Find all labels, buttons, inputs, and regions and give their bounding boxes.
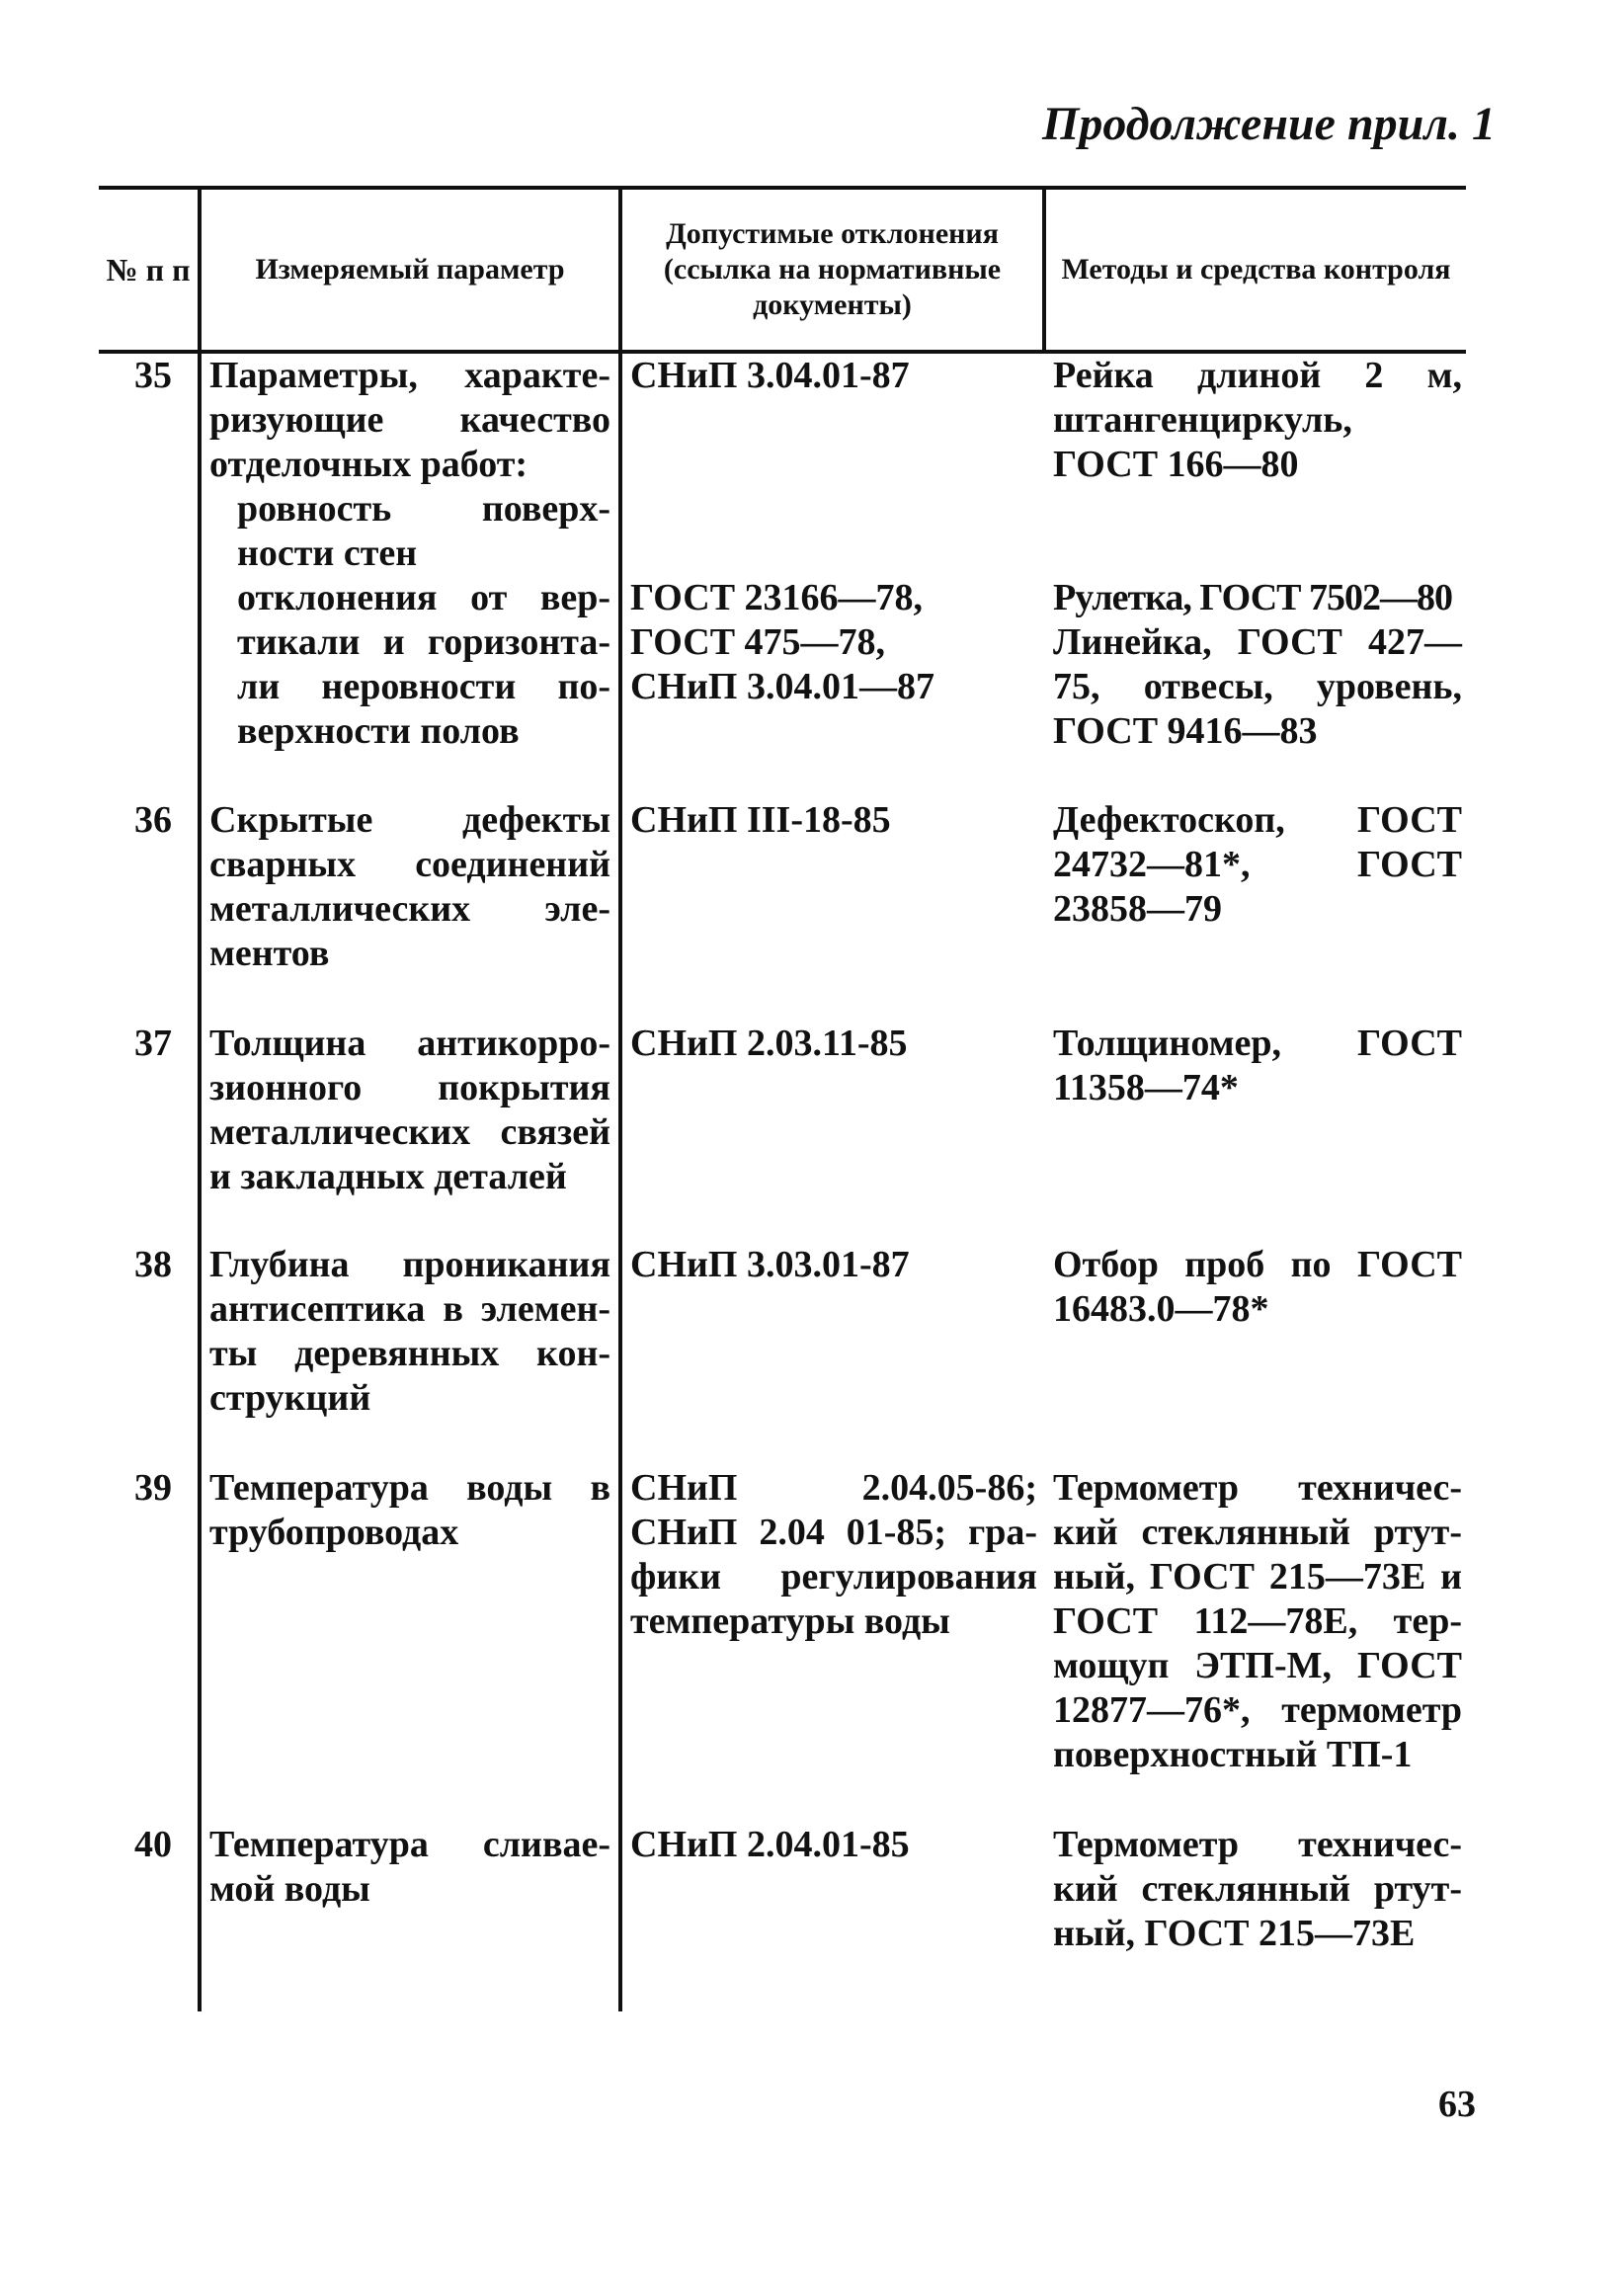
column-header-methods: [1046, 190, 1466, 350]
method-cell: [1053, 354, 1462, 487]
cell-line: ментов: [209, 933, 330, 974]
cell-line: ный, ГОСТ 215—73Е и: [1053, 1556, 1462, 1598]
deviation-cell: [630, 1243, 1037, 1287]
cell-line: 12877—76*, термометр: [1053, 1689, 1462, 1731]
column-divider-1: [198, 186, 202, 2011]
cell-line: металлических эле-: [209, 888, 610, 930]
cell-line: СНиП III-18-85: [630, 799, 891, 841]
column-divider-2: [618, 186, 622, 2011]
method-cell: [1053, 1823, 1462, 1956]
cell-line: СНиП 2.04 01-85; гра-: [630, 1512, 1037, 1553]
cell-line: ный, ГОСТ 215—73Е: [1053, 1913, 1416, 1954]
cell-line: металлических связей: [209, 1111, 610, 1153]
cell-line: отделочных работ:: [209, 444, 528, 485]
cell-line: СНиП 2.03.11-85: [630, 1023, 908, 1064]
cell-line: тикали и горизонта-: [237, 621, 610, 663]
row-number: 35: [134, 355, 172, 396]
cell-line: ГОСТ 23166—78,: [630, 577, 924, 618]
cell-line: Отбор проб по ГОСТ: [1053, 1244, 1462, 1285]
deviation-cell: [630, 354, 1037, 398]
cell-line: 23858—79: [1053, 888, 1222, 930]
method-cell: [1053, 576, 1462, 754]
cell-line: Температура воды в: [209, 1467, 610, 1509]
cell-line: ГОСТ 9416—83: [1053, 710, 1318, 752]
deviation-cell: [630, 798, 1037, 843]
deviation-cell: [630, 1022, 1037, 1066]
cell-line: трубопроводах: [209, 1512, 459, 1553]
cell-line: фики регулирования: [630, 1556, 1037, 1598]
cell-line: ГОСТ 112—78Е, тер-: [1053, 1600, 1462, 1642]
cell-line: штангенциркуль,: [1053, 399, 1352, 441]
cell-line: СНиП 3.04.01—87: [630, 666, 934, 707]
cell-line: ГОСТ 166—80: [1053, 444, 1299, 485]
cell-line: Термометр техничес-: [1053, 1824, 1462, 1865]
parameter-cell: [209, 354, 610, 754]
cell-line: зионного покрытия: [209, 1067, 610, 1108]
column-header-parameter-text: Измеряемый параметр: [255, 253, 565, 286]
cell-line: Толщина антикорро-: [209, 1023, 610, 1064]
method-cell: [1053, 1466, 1462, 1777]
column-header-methods-text: Методы и средства контроля: [1061, 253, 1451, 286]
cell-line: Толщиномер, ГОСТ: [1053, 1023, 1462, 1064]
cell-line: Скрытые дефекты: [209, 799, 610, 841]
cell-line: мой воды: [209, 1868, 370, 1910]
column-header-deviation-text: Допустимые отклонения (ссылка на нормативные документы): [663, 217, 1002, 321]
deviation-cell: [630, 1466, 1037, 1644]
column-header-number-text: № п п: [106, 251, 191, 287]
cell-line: СНиП 2.04.01-85: [630, 1824, 910, 1865]
cell-line: 24732—81*, ГОСТ: [1053, 844, 1462, 885]
parameter-cell: [209, 1466, 610, 1555]
method-cell: [1053, 798, 1462, 932]
cell-line: отклонения от вер-: [237, 577, 610, 618]
parameter-cell: [209, 1823, 610, 1912]
cell-line: Дефектоскоп, ГОСТ: [1053, 799, 1462, 841]
cell-line: Рулетка, ГОСТ 7502—80: [1053, 577, 1452, 618]
cell-line: ровность поверх-: [237, 488, 610, 530]
cell-line: температуры воды: [630, 1600, 950, 1642]
cell-line: кий стеклянный ртут-: [1053, 1868, 1462, 1910]
row-number: 39: [134, 1467, 172, 1509]
parameter-cell: [209, 798, 610, 976]
deviation-cell: [630, 1823, 1037, 1867]
cell-line: 11358—74*: [1053, 1067, 1239, 1108]
cell-line: 16483.0—78*: [1053, 1288, 1269, 1330]
row-number: 36: [134, 799, 172, 841]
cell-line: струкций: [209, 1377, 371, 1419]
cell-line: ГОСТ 475—78,: [630, 621, 886, 663]
cell-line: сварных соединений: [209, 844, 610, 885]
cell-line: Глубина проникания: [209, 1244, 610, 1285]
row-number: 38: [134, 1244, 172, 1285]
cell-line: поверхностный ТП-1: [1053, 1734, 1413, 1775]
cell-line: Температура сливае-: [209, 1824, 610, 1865]
cell-line: СНиП 3.03.01-87: [630, 1244, 910, 1285]
deviation-cell: [630, 576, 1037, 709]
cell-line: Параметры, характе-: [209, 355, 610, 396]
cell-line: 75, отвесы, уровень,: [1053, 666, 1462, 707]
cell-line: и закладных деталей: [209, 1156, 567, 1197]
cell-line: Рейка длиной 2 м,: [1053, 355, 1462, 396]
row-number: 37: [134, 1023, 172, 1064]
method-cell: [1053, 1022, 1462, 1110]
page-number: 63: [1438, 2084, 1476, 2125]
cell-line: Линейка, ГОСТ 427—: [1053, 621, 1462, 663]
row-number: 40: [134, 1824, 172, 1865]
parameter-cell: [209, 1022, 610, 1199]
cell-line: СНиП 2.04.05-86;: [630, 1467, 1037, 1509]
method-cell: [1053, 1243, 1462, 1332]
continuation-label: Продолжение прил. 1: [1042, 98, 1496, 150]
column-header-deviation: [622, 190, 1042, 350]
cell-line: верхности полов: [237, 710, 520, 752]
cell-line: ты деревянных кон-: [209, 1333, 610, 1374]
cell-line: ности стен: [237, 533, 418, 574]
column-header-number: [99, 190, 198, 350]
parameter-cell: [209, 1243, 610, 1421]
cell-line: кий стеклянный ртут-: [1053, 1512, 1462, 1553]
cell-line: ли неровности по-: [237, 666, 610, 707]
cell-line: ризующие качество: [209, 399, 610, 441]
column-header-parameter: [202, 190, 618, 350]
cell-line: мощуп ЭТП-М, ГОСТ: [1053, 1645, 1462, 1686]
cell-line: антисептика в элемен-: [209, 1288, 610, 1330]
cell-line: Термометр техничес-: [1053, 1467, 1462, 1509]
cell-line: СНиП 3.04.01-87: [630, 355, 910, 396]
